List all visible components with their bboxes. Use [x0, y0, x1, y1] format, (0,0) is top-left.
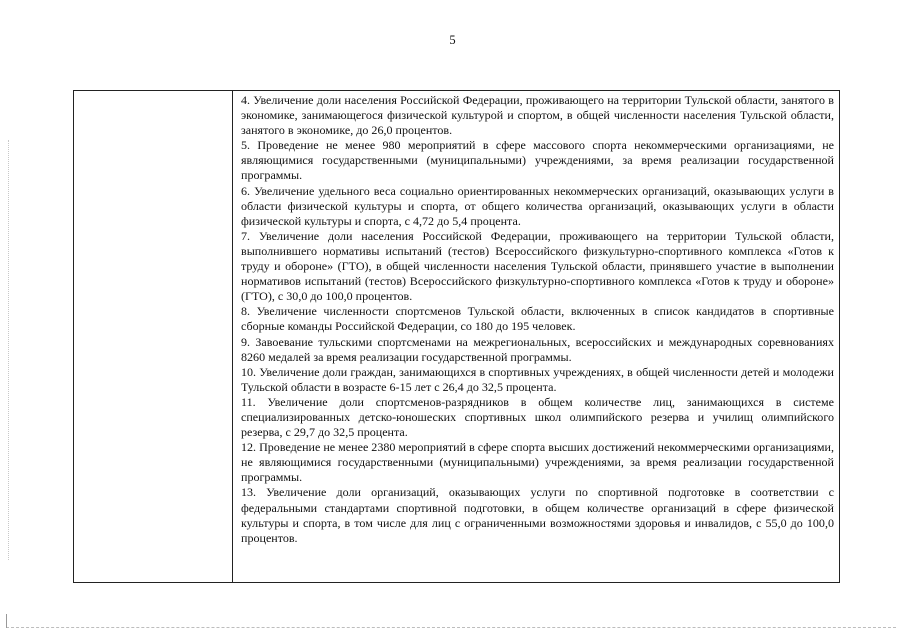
indicator-item: 13. Увеличение доли организаций, оказывающих услуги по спортивной подготовке в соответствии с федеральными стандартами спортивной подготовки, в общем количестве организаций в сфере физической культуры и спорта, в том числе для лиц с ограниченными возможностями здоровья и инвалидов, с 55,0 до 100,0 процентов. — [241, 485, 834, 545]
scan-corner-artifact — [6, 614, 7, 628]
scan-bottom-artifact — [6, 627, 896, 628]
indicators-table — [73, 90, 840, 583]
indicator-item: 9. Завоевание тульскими спортсменами на межрегиональных, всероссийских и международных соревнованиях 8260 медалей за время реализации государственной программы. — [241, 334, 834, 364]
table-content-cell — [233, 91, 839, 582]
page-number: 5 — [449, 33, 456, 47]
indicator-item: 8. Увеличение численности спортсменов Тульской области, включенных в список кандидатов в спортивные сборные команды Российской Федерации, со 180 до 195 человек. — [241, 304, 834, 334]
indicator-item: 6. Увеличение удельного веса социально ориентированных некоммерческих организаций, оказывающих услуги в области физической культуры и спорта, от общего количества организаций, оказывающих услуги в области физической культуры и спорта, с 4,72 до 5,4 процента. — [241, 183, 834, 228]
indicator-item: 4. Увеличение доли населения Российской Федерации, проживающего на территории Тульской области, занятого в экономике, занимающегося физической культурой и спортом, в общей численности населения Тульской области, занятого в экономике, до 26,0 процентов. — [241, 93, 834, 138]
scan-margin-artifact — [8, 140, 11, 560]
indicator-item: 12. Проведение не менее 2380 мероприятий в сфере спорта высших достижений некоммерческими организациями, не являющимися государственными (муниципальными) учреждениями, за время реализации государственной программы. — [241, 440, 834, 485]
indicator-item: 11. Увеличение доли спортсменов-разрядников в общем количестве лиц, занимающихся в системе специализированных детско-юношеских спортивных школ олимпийского резерва и училищ олимпийского резерва, с 29,7 до 32,5 процента. — [241, 394, 834, 440]
indicator-item: 5. Проведение не менее 980 мероприятий в сфере массового спорта некоммерческими организациями, не являющимися государственными (муниципальными) учреждениями, за время реализации государственной программы. — [241, 138, 834, 183]
indicator-item: 10. Увеличение доли граждан, занимающихся в спортивных учреждениях, в общей численности детей и молодежи Тульской области в возрасте 6-15 лет с 26,4 до 32,5 процента. — [241, 364, 834, 394]
indicator-item: 7. Увеличение доли населения Российской Федерации, проживающего на территории Тульской области, выполнившего нормативы испытаний (тестов) Всероссийского физкультурно-спортивного комплекса «Готов к труду и обороне» (ГТО), в общей численности населения Тульской области, принявшего участие в выполнении нормативов испытаний (тестов) Всероссийского физкультурно-спортивного комплекса «Готов к труду и обороне» (ГТО), с 30,0 до 100,0 процентов. — [241, 228, 834, 304]
table-label-cell — [74, 91, 233, 582]
